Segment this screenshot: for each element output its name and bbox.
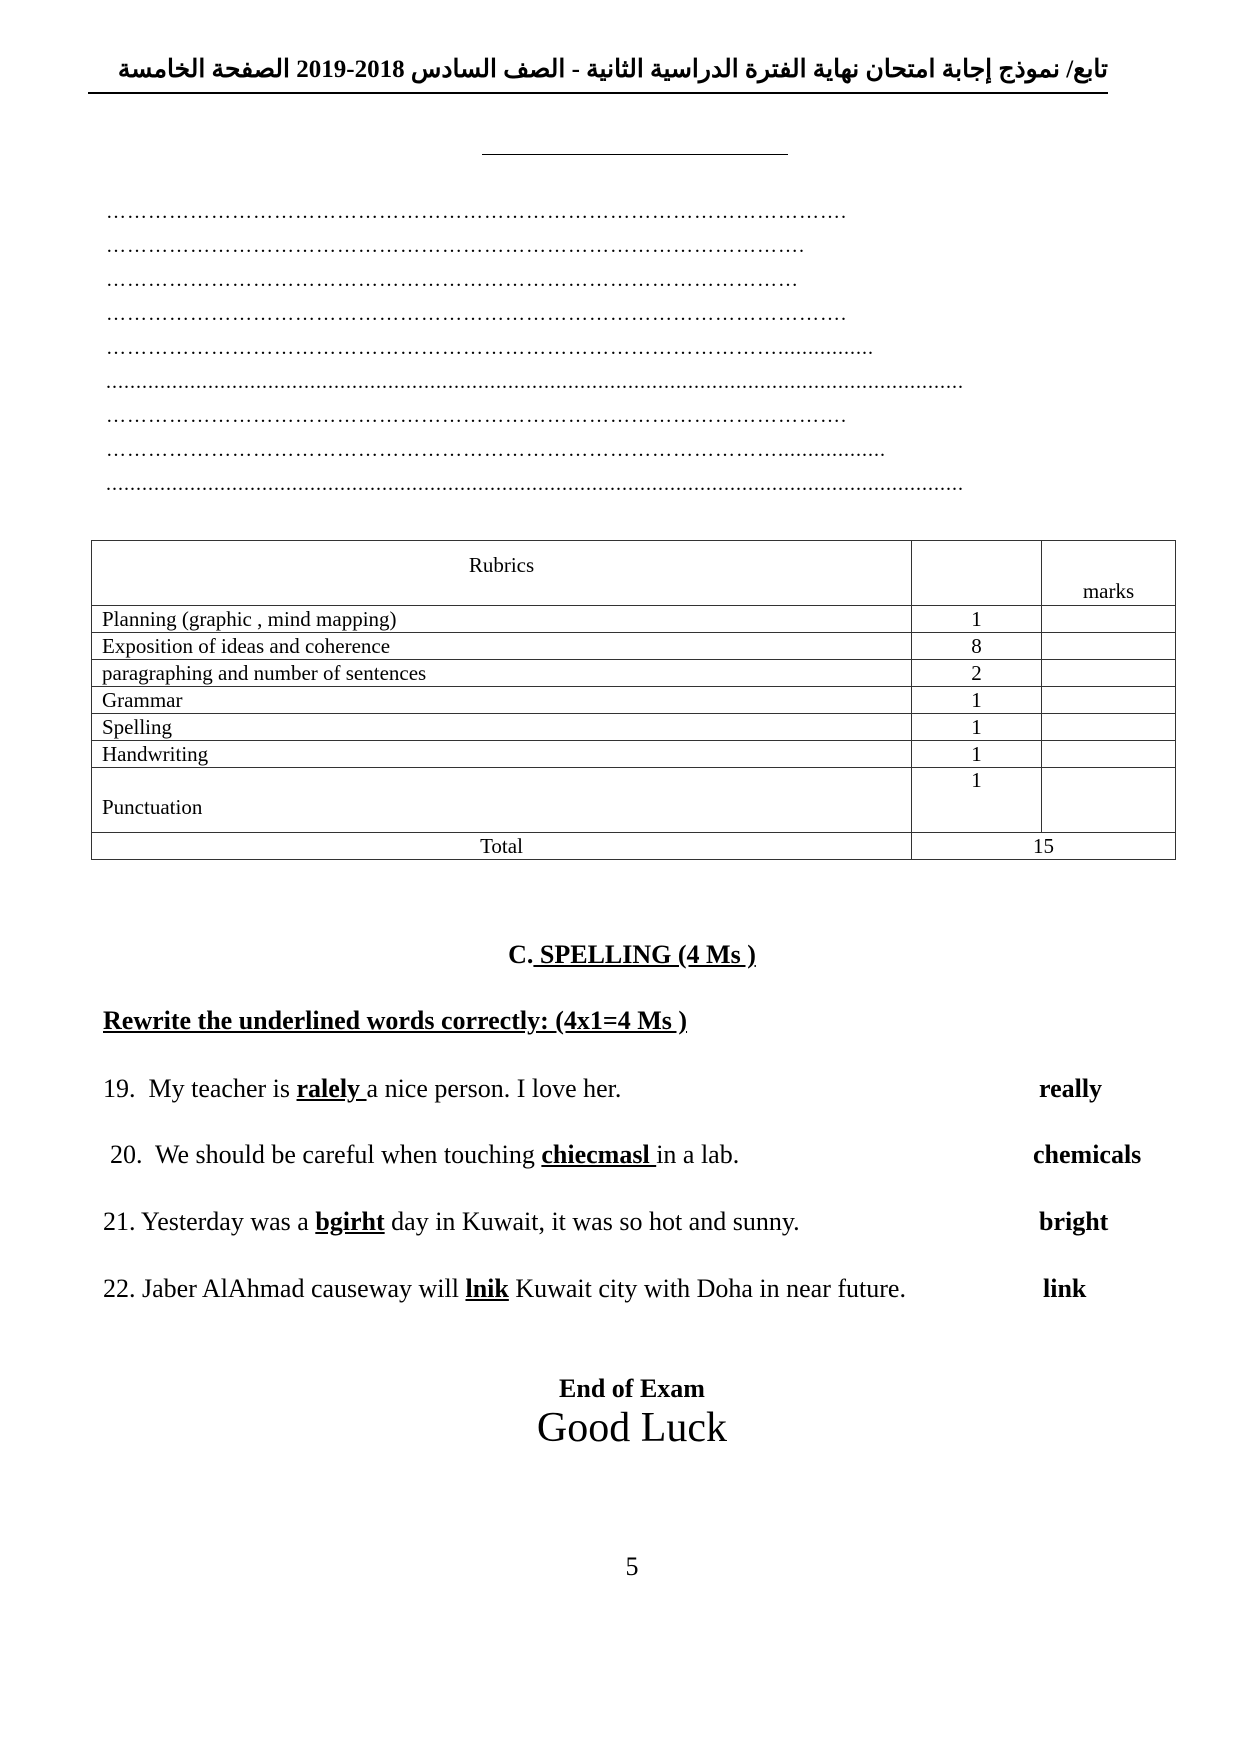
marks-cell	[1042, 714, 1176, 741]
table-row	[92, 660, 1176, 687]
question-text: Kuwait city with Doha in near future.	[508, 1274, 906, 1303]
rubric-value: 8	[912, 633, 1042, 660]
rubric-label: Spelling	[92, 714, 912, 741]
rubric-value: 1	[912, 606, 1042, 633]
section-heading: SPELLING (4 Ms )	[533, 940, 756, 969]
total-label: Total	[92, 833, 912, 860]
marks-cell	[1042, 768, 1176, 833]
marks-cell	[1042, 741, 1176, 768]
writing-line: ………………………………………………………………………………………	[106, 269, 799, 291]
question-text: a nice person. I love her.	[366, 1074, 622, 1103]
writing-line: ……………………………………………………………………………………................	[106, 337, 874, 359]
question-number: 21.	[103, 1207, 136, 1236]
underlined-word: lnik	[465, 1274, 509, 1303]
writing-line: ...............................................................................................................................................	[106, 473, 964, 495]
table-row	[92, 714, 1176, 741]
section-title	[0, 940, 1240, 970]
question-number: 22.	[103, 1274, 136, 1303]
writing-line: ……………………………………………………………………………………..................	[106, 439, 886, 461]
rubric-label: Planning (graphic , mind mapping)	[92, 606, 912, 633]
answer: bright	[1039, 1207, 1109, 1236]
marks-cell	[1042, 633, 1176, 660]
separator-line	[482, 154, 788, 155]
underlined-word: chiecmasl	[541, 1140, 657, 1169]
rubric-value: 1	[912, 768, 1042, 833]
good-luck: Good Luck	[536, 1405, 728, 1451]
writing-line: …………………………………………………………………………………………….	[106, 405, 847, 427]
page-number: 5	[625, 1552, 639, 1581]
question	[103, 1207, 800, 1237]
total-value: 15	[912, 833, 1176, 860]
question-number: 19.	[103, 1074, 136, 1103]
page-header: تابع/ نموذج إجابة امتحان نهاية الفترة الدراسية الثانية - الصف السادس 2018-2019 الصفحة الخامسة	[88, 52, 1108, 94]
instruction: Rewrite the underlined words correctly: (4x1=4 Ms )	[103, 1006, 688, 1035]
rubric-table	[91, 540, 1176, 860]
table-row	[92, 633, 1176, 660]
table-row	[92, 606, 1176, 633]
question	[103, 1274, 906, 1304]
underlined-word: ralely	[296, 1074, 367, 1103]
question	[103, 1074, 621, 1104]
question	[110, 1140, 739, 1170]
rubric-label: Punctuation	[92, 768, 912, 833]
underlined-word: bgirht	[315, 1207, 385, 1236]
question-text: in a lab.	[656, 1140, 740, 1169]
table-row	[92, 687, 1176, 714]
rubric-value: 1	[912, 741, 1042, 768]
question-text: We should be careful when touching	[142, 1140, 542, 1169]
writing-line: …………………………………………………………………………………………….	[106, 303, 847, 325]
answer: chemicals	[1033, 1140, 1142, 1169]
question-text: My teacher is	[135, 1074, 297, 1103]
rubric-header-row	[92, 541, 1176, 606]
table-row	[92, 741, 1176, 768]
question-text: day in Kuwait, it was so hot and sunny.	[384, 1207, 800, 1236]
question-text: Jaber AlAhmad causeway will	[135, 1274, 466, 1303]
rubric-value: 1	[912, 687, 1042, 714]
rubric-header-empty	[912, 541, 1042, 606]
rubric-label: Grammar	[92, 687, 912, 714]
marks-cell	[1042, 660, 1176, 687]
question-text: Yesterday was a	[135, 1207, 316, 1236]
marks-header: marks	[1042, 541, 1176, 606]
rubric-value: 1	[912, 714, 1042, 741]
marks-cell	[1042, 606, 1176, 633]
writing-line: ...............................................................................................................................................	[106, 371, 964, 393]
question-number: 20.	[110, 1140, 143, 1169]
section-prefix: C.	[508, 940, 534, 969]
rubric-label: Handwriting	[92, 741, 912, 768]
rubric-label: paragraphing and number of sentences	[92, 660, 912, 687]
total-row	[92, 833, 1176, 860]
rubric-value: 2	[912, 660, 1042, 687]
rubrics-header: Rubrics	[92, 541, 912, 606]
rubric-label: Exposition of ideas and coherence	[92, 633, 912, 660]
end-of-exam: End of Exam	[559, 1374, 705, 1403]
answer: link	[1043, 1274, 1087, 1303]
marks-cell	[1042, 687, 1176, 714]
answer: really	[1039, 1074, 1103, 1103]
table-row	[92, 768, 1176, 833]
writing-line: ……………………………………………………………………………………….	[106, 235, 805, 257]
writing-line: …………………………………………………………………………………………….	[106, 201, 847, 223]
